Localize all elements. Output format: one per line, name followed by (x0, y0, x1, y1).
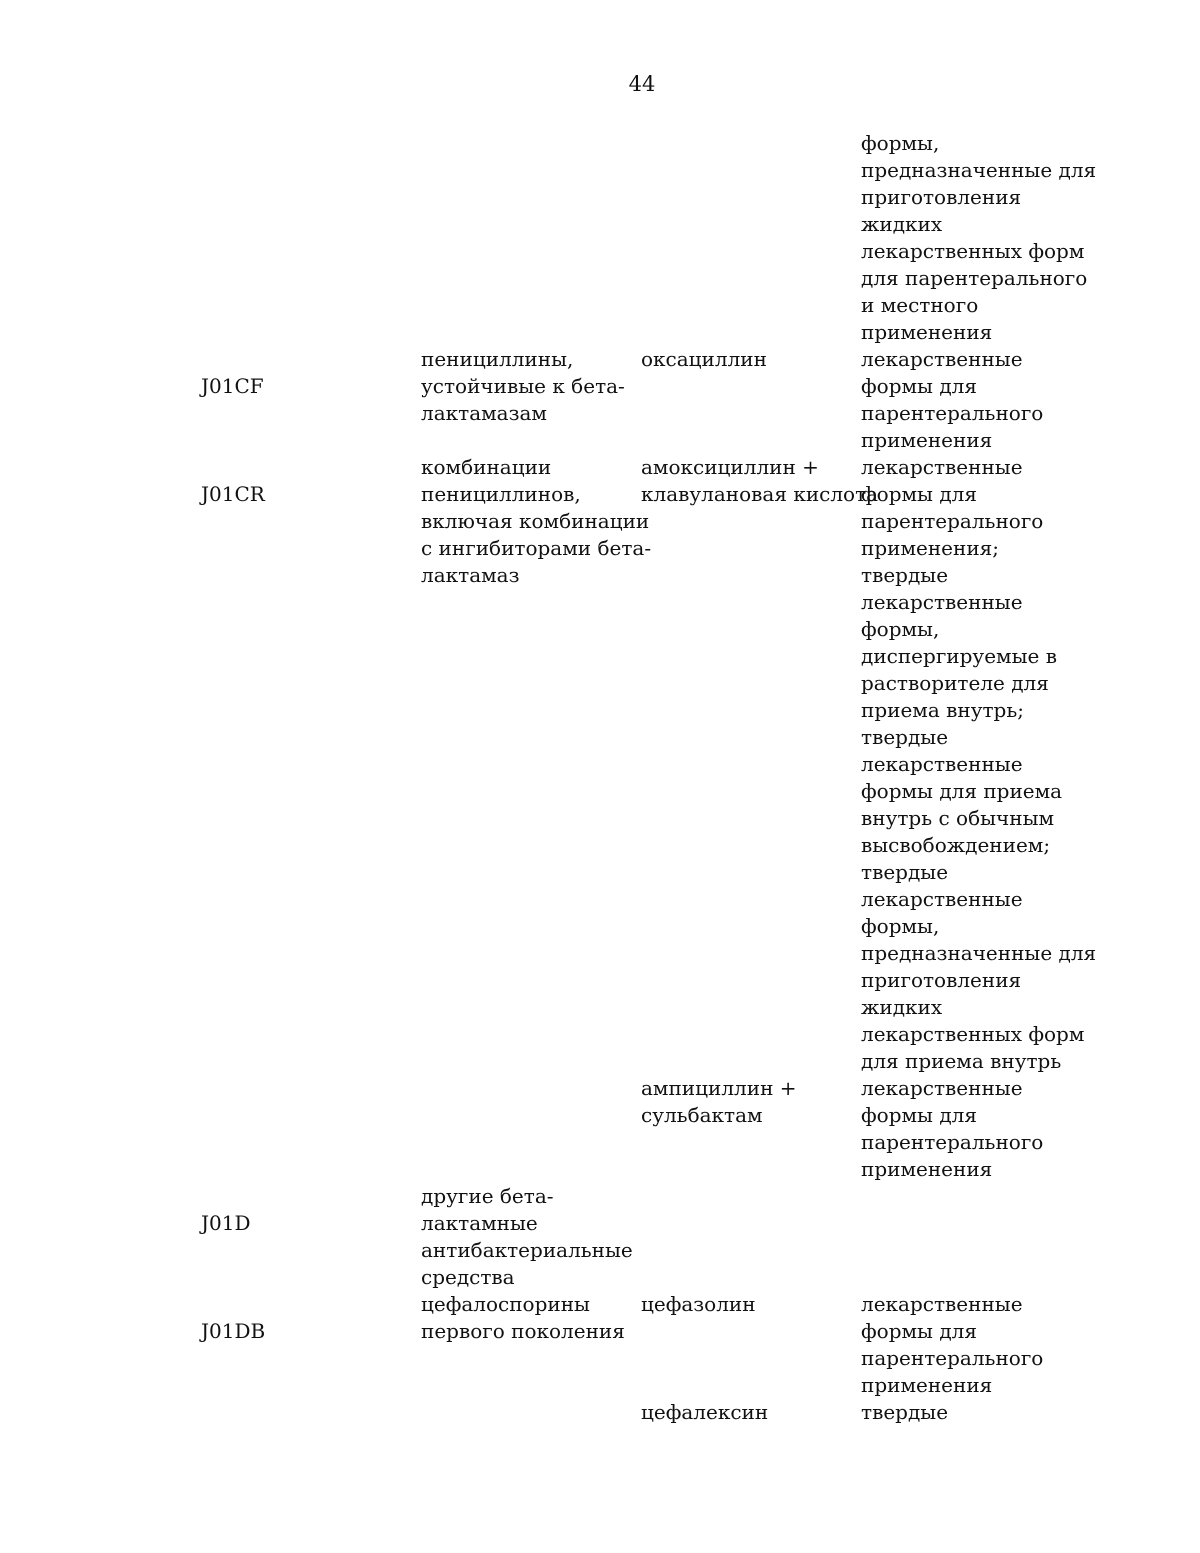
dosage-form-cell: лекарственные (861, 1292, 1023, 1316)
dosage-form-cell: парентерального (861, 1130, 1044, 1154)
dosage-form-cell: формы для приема (861, 779, 1063, 803)
page-number: 44 (628, 72, 656, 96)
group-name-cell: лактамазам (421, 401, 547, 425)
group-name-cell: комбинации (421, 455, 552, 479)
dosage-form-cell: формы для (861, 1103, 977, 1127)
dosage-form-cell: растворителе для (861, 671, 1049, 695)
dosage-form-cell: приема внутрь; (861, 698, 1024, 722)
group-name-cell: средства (421, 1265, 515, 1289)
group-name-cell: пенициллины, (421, 347, 574, 371)
code-cell: J01DB (201, 1319, 266, 1343)
dosage-form-cell: лекарственные (861, 752, 1023, 776)
code-cell: J01CF (201, 374, 264, 398)
group-name-cell: пенициллинов, (421, 482, 581, 506)
dosage-form-cell: применения; (861, 536, 1000, 560)
dosage-form-cell: лекарственные (861, 347, 1023, 371)
code-cell: J01D (201, 1211, 251, 1235)
group-name-cell: лактамаз (421, 563, 520, 587)
dosage-form-cell: применения (861, 1157, 993, 1181)
drug-name-cell: оксациллин (641, 347, 767, 371)
dosage-form-cell: формы, (861, 617, 940, 641)
group-name-cell: с ингибиторами бета- (421, 536, 652, 560)
group-name-cell: цефалоспорины (421, 1292, 590, 1316)
group-name-cell: первого поколения (421, 1319, 625, 1343)
code-cell: J01CR (201, 482, 265, 506)
dosage-form-cell: лекарственные (861, 590, 1023, 614)
dosage-form-cell: применения (861, 320, 993, 344)
drug-name-cell: клавулановая кислота (641, 482, 879, 506)
dosage-form-cell: твердые (861, 1400, 949, 1424)
dosage-form-cell: и местного (861, 293, 979, 317)
drug-name-cell: цефалексин (641, 1400, 769, 1424)
dosage-form-cell: формы для (861, 374, 977, 398)
dosage-form-cell: парентерального (861, 401, 1044, 425)
dosage-form-cell: формы, (861, 914, 940, 938)
dosage-form-cell: внутрь с обычным (861, 806, 1055, 830)
dosage-form-cell: парентерального (861, 1346, 1044, 1370)
dosage-form-cell: формы для (861, 1319, 977, 1343)
dosage-form-cell: применения (861, 428, 993, 452)
dosage-form-cell: предназначенные для (861, 941, 1097, 965)
drug-name-cell: цефазолин (641, 1292, 756, 1316)
group-name-cell: антибактериальные (421, 1238, 633, 1262)
dosage-form-cell: жидких (861, 212, 943, 236)
dosage-form-cell: приготовления (861, 185, 1022, 209)
dosage-form-cell: жидких (861, 995, 943, 1019)
dosage-form-cell: парентерального (861, 509, 1044, 533)
dosage-form-cell: формы для (861, 482, 977, 506)
dosage-form-cell: лекарственных форм (861, 1022, 1085, 1046)
dosage-form-cell: диспергируемые в (861, 644, 1057, 668)
dosage-form-cell: лекарственных форм (861, 239, 1085, 263)
drug-name-cell: амоксициллин + (641, 455, 819, 479)
group-name-cell: другие бета- (421, 1184, 554, 1208)
dosage-form-cell: предназначенные для (861, 158, 1097, 182)
dosage-form-cell: твердые (861, 725, 949, 749)
dosage-form-cell: для парентерального (861, 266, 1088, 290)
dosage-form-cell: лекарственные (861, 887, 1023, 911)
group-name-cell: устойчивые к бета- (421, 374, 625, 398)
group-name-cell: включая комбинации (421, 509, 650, 533)
dosage-form-cell: твердые (861, 860, 949, 884)
dosage-form-cell: лекарственные (861, 1076, 1023, 1100)
dosage-form-cell: твердые (861, 563, 949, 587)
drug-name-cell: ампициллин + (641, 1076, 797, 1100)
dosage-form-cell: формы, (861, 131, 940, 155)
dosage-form-cell: для приема внутрь (861, 1049, 1062, 1073)
group-name-cell: лактамные (421, 1211, 538, 1235)
dosage-form-cell: лекарственные (861, 455, 1023, 479)
dosage-form-cell: применения (861, 1373, 993, 1397)
drug-name-cell: сульбактам (641, 1103, 763, 1127)
dosage-form-cell: приготовления (861, 968, 1022, 992)
dosage-form-cell: высвобождением; (861, 833, 1051, 857)
